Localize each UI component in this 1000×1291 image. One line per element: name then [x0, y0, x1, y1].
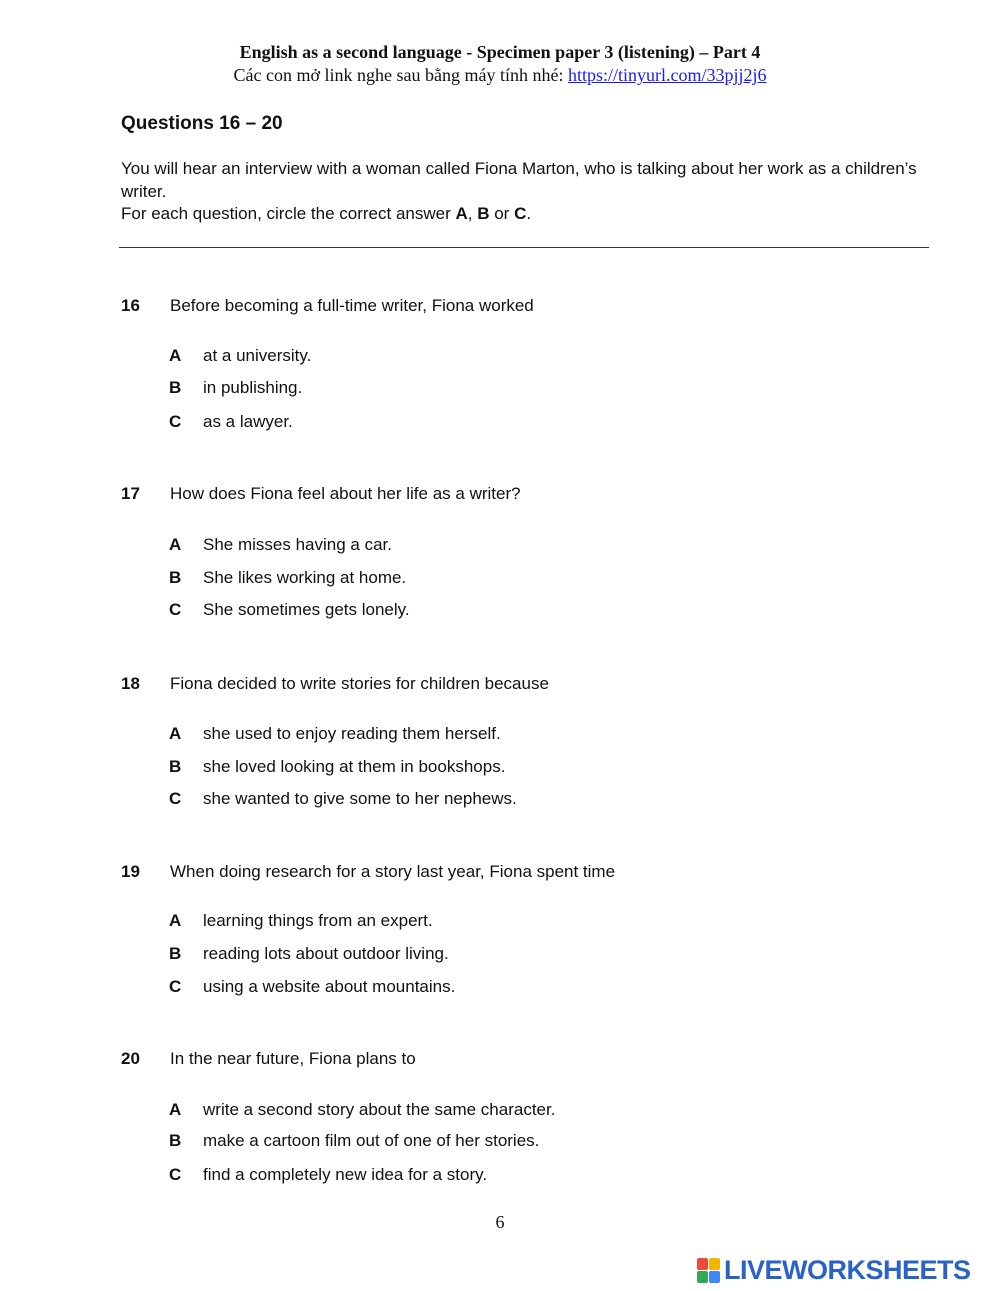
option-letter: C: [169, 600, 182, 619]
option-text: She sometimes gets lonely.: [203, 600, 410, 619]
option-letter: A: [169, 346, 182, 365]
option-letter: A: [169, 1100, 182, 1119]
link-note: Các con mở link nghe sau bằng máy tính nhé:: [233, 65, 568, 85]
question-number: 20: [121, 1049, 140, 1068]
option-letter: A: [169, 911, 182, 930]
option-letter: B: [169, 757, 182, 776]
instructions: [121, 158, 941, 226]
option-letter: B: [169, 378, 182, 397]
instructions-line-2: [121, 203, 941, 226]
page-number: 6: [495, 1212, 505, 1232]
option-text: as a lawyer.: [203, 412, 293, 431]
option-text: using a website about mountains.: [203, 977, 456, 996]
brand-name: LIVEWORKSHEETS: [724, 1255, 971, 1285]
question-text: Before becoming a full-time writer, Fiona worked: [170, 296, 534, 315]
option-text: make a cartoon film out of one of her stories.: [203, 1131, 540, 1150]
instructions-separator: ,: [467, 204, 478, 223]
option-letter: B: [169, 944, 182, 963]
instructions-prefix: For each question, circle the correct answer: [121, 204, 456, 223]
option-text: she loved looking at them in bookshops.: [203, 757, 506, 776]
instructions-or: or: [489, 204, 515, 223]
option-text: in publishing.: [203, 378, 303, 397]
option-text: she used to enjoy reading them herself.: [203, 724, 501, 743]
audio-link[interactable]: https://tinyurl.com/33pjj2j6: [567, 65, 767, 85]
option-letter: C: [169, 789, 182, 808]
question-text: Fiona decided to write stories for children because: [170, 674, 549, 693]
listening-link-line: [0, 65, 1000, 86]
instructions-period: .: [526, 204, 532, 223]
option-letter: C: [169, 977, 182, 996]
instructions-option-c: C: [514, 204, 527, 223]
question-text: In the near future, Fiona plans to: [170, 1049, 416, 1068]
question-text: How does Fiona feel about her life as a writer?: [170, 484, 521, 503]
option-letter: C: [169, 1165, 182, 1184]
option-letter: B: [169, 1131, 182, 1150]
instructions-option-a: A: [455, 204, 468, 223]
document-title: English as a second language - Specimen paper 3 (listening) – Part 4: [239, 42, 761, 62]
option-text: find a completely new idea for a story.: [203, 1165, 488, 1184]
option-text: learning things from an expert.: [203, 911, 433, 930]
option-text: write a second story about the same character.: [203, 1100, 556, 1119]
option-text: She misses having a car.: [203, 535, 392, 554]
option-letter: B: [169, 568, 182, 587]
question-number: 19: [121, 862, 140, 881]
option-text: she wanted to give some to her nephews.: [203, 789, 517, 808]
option-text: reading lots about outdoor living.: [203, 944, 449, 963]
question-text: When doing research for a story last year, Fiona spent time: [170, 862, 616, 881]
option-text: She likes working at home.: [203, 568, 407, 587]
question-number: 16: [121, 296, 140, 315]
section-title: Questions 16 – 20: [121, 113, 283, 134]
instructions-line-1: You will hear an interview with a woman called Fiona Marton, who is talking about her work as a children’s writer.: [121, 159, 917, 201]
instructions-option-b: B: [477, 204, 490, 223]
option-text: at a university.: [203, 346, 312, 365]
option-letter: A: [169, 724, 182, 743]
option-letter: C: [169, 412, 182, 431]
question-number: 17: [121, 484, 140, 503]
option-letter: A: [169, 535, 182, 554]
question-number: 18: [121, 674, 140, 693]
divider: [119, 247, 929, 248]
logo-blocks-icon: [697, 1258, 721, 1284]
